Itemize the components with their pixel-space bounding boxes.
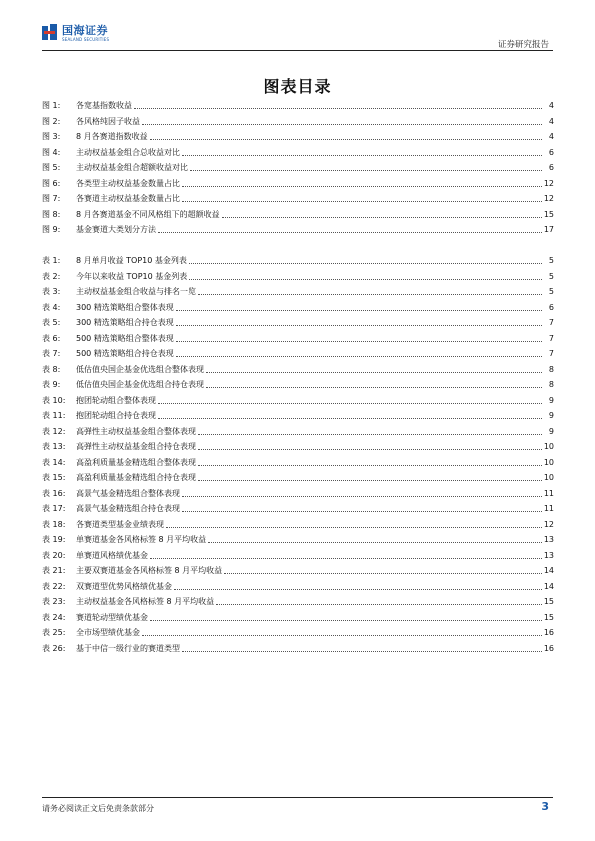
- toc-entry-label: 表 23:: [42, 597, 66, 606]
- dot-leader: [222, 216, 542, 218]
- page-number: 3: [541, 800, 549, 813]
- dot-leader: [176, 309, 542, 311]
- dot-leader: [182, 510, 542, 512]
- toc-entry-title: 主动权益基金组合超额收益对比: [76, 163, 188, 172]
- figure-entry[interactable]: [42, 207, 554, 220]
- dot-leader: [176, 340, 542, 342]
- toc-entry-title: 高景气基金精选组合整体表现: [76, 488, 180, 498]
- toc-entry-page: 14: [543, 566, 554, 575]
- page-header: [0, 0, 595, 52]
- table-entry[interactable]: [42, 455, 554, 468]
- toc-entry-page: 16: [543, 643, 554, 653]
- toc-entry-page: 15: [543, 597, 554, 606]
- dot-leader: [208, 541, 542, 543]
- toc-entry-title: 500 精选策略组合持仓表现: [76, 349, 174, 358]
- toc-entry-title: 各风格纯因子收益: [76, 116, 140, 126]
- toc-entry-title: 8 月各赛道基金不同风格组下的超额收益: [76, 209, 220, 219]
- toc-entry-label: 表 5:: [42, 318, 61, 327]
- toc-entry-page: 8: [548, 380, 554, 389]
- page-title: 图表目录: [263, 77, 332, 96]
- toc-entry-label: 表 14:: [42, 457, 66, 467]
- toc-entry-label: 表 1:: [42, 256, 61, 265]
- table-entry[interactable]: [42, 610, 554, 623]
- toc-entry-title: 基金赛道大类划分方法: [76, 225, 156, 234]
- dot-leader: [206, 386, 542, 388]
- dot-leader: [182, 185, 542, 187]
- toc-entry-page: 5: [548, 271, 554, 281]
- dot-leader: [182, 650, 542, 652]
- toc-entry-page: 14: [543, 581, 554, 591]
- toc-entry-page: 15: [543, 612, 554, 622]
- dot-leader: [182, 200, 542, 202]
- figure-entry[interactable]: [42, 191, 554, 204]
- toc-entry-page: 9: [548, 426, 554, 436]
- toc-entry-title: 高弹性主动权益基金组合整体表现: [76, 426, 196, 436]
- toc-entry-label: 图 4:: [42, 147, 61, 157]
- toc-entry-title: 今年以来收益 TOP10 基金列表: [76, 271, 188, 281]
- toc-entry-label: 表 2:: [42, 271, 61, 281]
- dot-leader: [224, 572, 542, 574]
- toc-entry-label: 图 7:: [42, 194, 61, 203]
- table-entry[interactable]: [42, 594, 554, 607]
- table-entry[interactable]: [42, 501, 554, 514]
- toc-entry-label: 表 10:: [42, 395, 66, 405]
- table-entry[interactable]: [42, 300, 554, 313]
- toc-entry-title: 300 精选策略组合持仓表现: [76, 318, 174, 327]
- dot-leader: [142, 123, 542, 125]
- table-entry[interactable]: [42, 346, 554, 359]
- toc-entry-title: 全市场型绩优基金: [76, 628, 140, 637]
- toc-entry-label: 图 2:: [42, 116, 61, 126]
- table-entry[interactable]: [42, 377, 554, 390]
- table-entry[interactable]: [42, 563, 554, 576]
- toc-entry-page: 12: [543, 194, 554, 203]
- toc-entry-label: 图 3:: [42, 132, 61, 141]
- dot-leader: [206, 371, 542, 373]
- figure-entry[interactable]: [42, 114, 554, 127]
- dot-leader: [189, 278, 542, 280]
- dot-leader: [158, 402, 542, 404]
- dot-leader: [216, 603, 542, 605]
- table-entry[interactable]: [42, 625, 554, 638]
- toc-entry-page: 13: [543, 535, 554, 544]
- toc-entry-label: 表 4:: [42, 302, 61, 312]
- toc-entry-label: 表 20:: [42, 550, 66, 560]
- toc-entry-label: 图 1:: [42, 101, 61, 110]
- toc-entry-label: 表 15:: [42, 473, 66, 482]
- toc-entry-label: 表 22:: [42, 581, 66, 591]
- toc-entry-page: 6: [548, 163, 554, 172]
- toc-entry-page: 4: [548, 132, 554, 141]
- toc-entry-title: 单赛道风格绩优基金: [76, 550, 148, 560]
- toc-entry-label: 表 9:: [42, 380, 61, 389]
- dot-leader: [150, 138, 542, 140]
- toc-entry-title: 各类型主动权益基金数量占比: [76, 178, 180, 188]
- toc-entry-page: 12: [543, 178, 554, 188]
- figure-entry[interactable]: [42, 176, 554, 189]
- table-entry[interactable]: [42, 284, 554, 297]
- table-entry[interactable]: [42, 362, 554, 375]
- dot-leader: [134, 107, 542, 109]
- dot-leader: [182, 495, 542, 497]
- dot-leader: [198, 293, 542, 295]
- toc-entry-page: 16: [543, 628, 554, 637]
- dot-leader: [174, 588, 542, 590]
- toc-entry-label: 图 5:: [42, 163, 61, 172]
- figure-entry[interactable]: [42, 98, 554, 111]
- toc-entry-label: 表 24:: [42, 612, 66, 622]
- company-logo: [42, 24, 109, 42]
- toc-entry-page: 11: [543, 504, 554, 513]
- disclaimer-note: 请务必阅读正文后免责条款部分: [42, 804, 154, 813]
- figure-entry[interactable]: [42, 222, 554, 235]
- dot-leader: [158, 417, 542, 419]
- toc-entry-label: 表 7:: [42, 349, 61, 358]
- dot-leader: [166, 526, 542, 528]
- toc-entry-label: 表 21:: [42, 566, 66, 575]
- toc-entry-page: 7: [548, 318, 554, 327]
- table-entry[interactable]: [42, 517, 554, 530]
- toc-entry-label: 表 3:: [42, 287, 61, 296]
- toc-entry-title: 各宽基指数收益: [76, 101, 132, 110]
- toc-entry-title: 低估值央国企基金优选组合持仓表现: [76, 380, 204, 389]
- footer-divider: [42, 797, 553, 798]
- toc-entry-page: 17: [543, 225, 554, 234]
- toc-entry-page: 10: [543, 442, 554, 451]
- toc-entry-label: 表 11:: [42, 411, 66, 420]
- toc-entry-title: 500 精选策略组合整体表现: [76, 333, 174, 343]
- toc-entry-title: 高弹性主动权益基金组合持仓表现: [76, 442, 196, 451]
- toc-entry-page: 10: [543, 473, 554, 482]
- toc-entry-title: 主动权益基金组合收益与排名一览: [76, 287, 196, 296]
- dot-leader: [142, 634, 542, 636]
- toc-entry-label: 表 26:: [42, 643, 66, 653]
- toc-entry-title: 高景气基金精选组合持仓表现: [76, 504, 180, 513]
- figure-entry[interactable]: [42, 129, 554, 142]
- dot-leader: [158, 231, 542, 233]
- toc-entry-page: 5: [548, 256, 554, 265]
- toc-entry-title: 高盈利质量基金精选组合整体表现: [76, 457, 196, 467]
- toc-entry-label: 表 18:: [42, 519, 66, 529]
- dot-leader: [189, 262, 542, 264]
- toc-entry-page: 9: [548, 395, 554, 405]
- toc-entry-title: 各赛道主动权益基金数量占比: [76, 194, 180, 203]
- table-entry[interactable]: [42, 470, 554, 483]
- toc-entry-page: 6: [548, 302, 554, 312]
- dot-leader: [150, 557, 542, 559]
- figure-entry[interactable]: [42, 145, 554, 158]
- toc-entry-label: 图 8:: [42, 209, 61, 219]
- table-entry[interactable]: [42, 532, 554, 545]
- report-type-label: 证券研究报告: [497, 40, 549, 50]
- toc-entry-page: 9: [548, 411, 554, 420]
- toc-entry-page: 10: [543, 457, 554, 467]
- toc-entry-page: 4: [548, 116, 554, 126]
- toc-entry-title: 300 精选策略组合整体表现: [76, 302, 174, 312]
- table-entry[interactable]: [42, 315, 554, 328]
- toc-entry-title: 高盈利质量基金精选组合持仓表现: [76, 473, 196, 482]
- toc-entry-label: 表 16:: [42, 488, 66, 498]
- table-entry[interactable]: [42, 424, 554, 437]
- toc-entry-page: 13: [543, 550, 554, 560]
- toc-entry-page: 5: [548, 287, 554, 296]
- logo-name-cn: 国海证券: [62, 23, 108, 37]
- table-entry[interactable]: [42, 439, 554, 452]
- table-entry[interactable]: [42, 269, 554, 282]
- toc-entry-page: 4: [548, 101, 554, 110]
- table-entry[interactable]: [42, 331, 554, 344]
- toc-entry-page: 11: [543, 488, 554, 498]
- table-entry[interactable]: [42, 579, 554, 592]
- toc-entry-title: 抱团轮动组合持仓表现: [76, 411, 156, 420]
- toc-entry-title: 8 月各赛道指数收益: [76, 132, 148, 141]
- dot-leader: [198, 448, 542, 450]
- toc-entry-label: 图 6:: [42, 178, 61, 188]
- toc-entry-title: 8 月单月收益 TOP10 基金列表: [76, 256, 187, 265]
- toc-entry-title: 单赛道基金各风格标签 8 月平均收益: [76, 535, 207, 544]
- toc-entry-page: 7: [548, 349, 554, 358]
- toc-entry-title: 低估值央国企基金优选组合整体表现: [76, 364, 204, 374]
- toc-entry-title: 主动权益基金各风格标签 8 月平均收益: [76, 597, 215, 606]
- toc-entry-title: 各赛道类型基金业绩表现: [76, 519, 164, 529]
- dot-leader: [182, 154, 542, 156]
- toc-entry-title: 主动权益基金组合总收益对比: [76, 147, 180, 157]
- logo-name-en: SEALAND SECURITIES: [62, 36, 110, 42]
- toc-entry-label: 表 8:: [42, 364, 61, 374]
- dot-leader: [150, 619, 542, 621]
- dot-leader: [198, 464, 542, 466]
- figure-entry[interactable]: [42, 160, 554, 173]
- toc-entry-label: 表 17:: [42, 504, 66, 513]
- dot-leader: [176, 324, 542, 326]
- toc-entry-page: 15: [543, 209, 554, 219]
- toc-entry-page: 6: [548, 147, 554, 157]
- table-entry[interactable]: [42, 641, 554, 654]
- toc-entry-label: 表 19:: [42, 535, 66, 544]
- table-entry[interactable]: [42, 486, 554, 499]
- dot-leader: [190, 169, 542, 171]
- table-entry[interactable]: [42, 393, 554, 406]
- toc-entry-page: 12: [543, 519, 554, 529]
- toc-entry-label: 图 9:: [42, 225, 61, 234]
- dot-leader: [176, 355, 542, 357]
- toc-entry-title: 赛道轮动型绩优基金: [76, 612, 148, 622]
- toc-entry-title: 主要双赛道基金各风格标签 8 月平均收益: [76, 566, 223, 575]
- header-divider: [42, 50, 553, 51]
- toc-entry-label: 表 13:: [42, 442, 66, 451]
- toc-entry-title: 抱团轮动组合整体表现: [76, 395, 156, 405]
- table-entry[interactable]: [42, 548, 554, 561]
- toc-entry-page: 7: [548, 333, 554, 343]
- toc-entry-page: 8: [548, 364, 554, 374]
- toc-entry-title: 基于中信一级行业的赛道类型: [76, 643, 180, 653]
- logo-mark-icon: [42, 24, 58, 42]
- toc-entry-label: 表 12:: [42, 426, 66, 436]
- dot-leader: [198, 433, 542, 435]
- table-entry[interactable]: [42, 408, 554, 421]
- toc-entry-title: 双赛道型优势风格绩优基金: [76, 581, 172, 591]
- toc-entry-label: 表 25:: [42, 628, 66, 637]
- table-entry[interactable]: [42, 253, 554, 266]
- toc-entry-label: 表 6:: [42, 333, 61, 343]
- dot-leader: [198, 479, 542, 481]
